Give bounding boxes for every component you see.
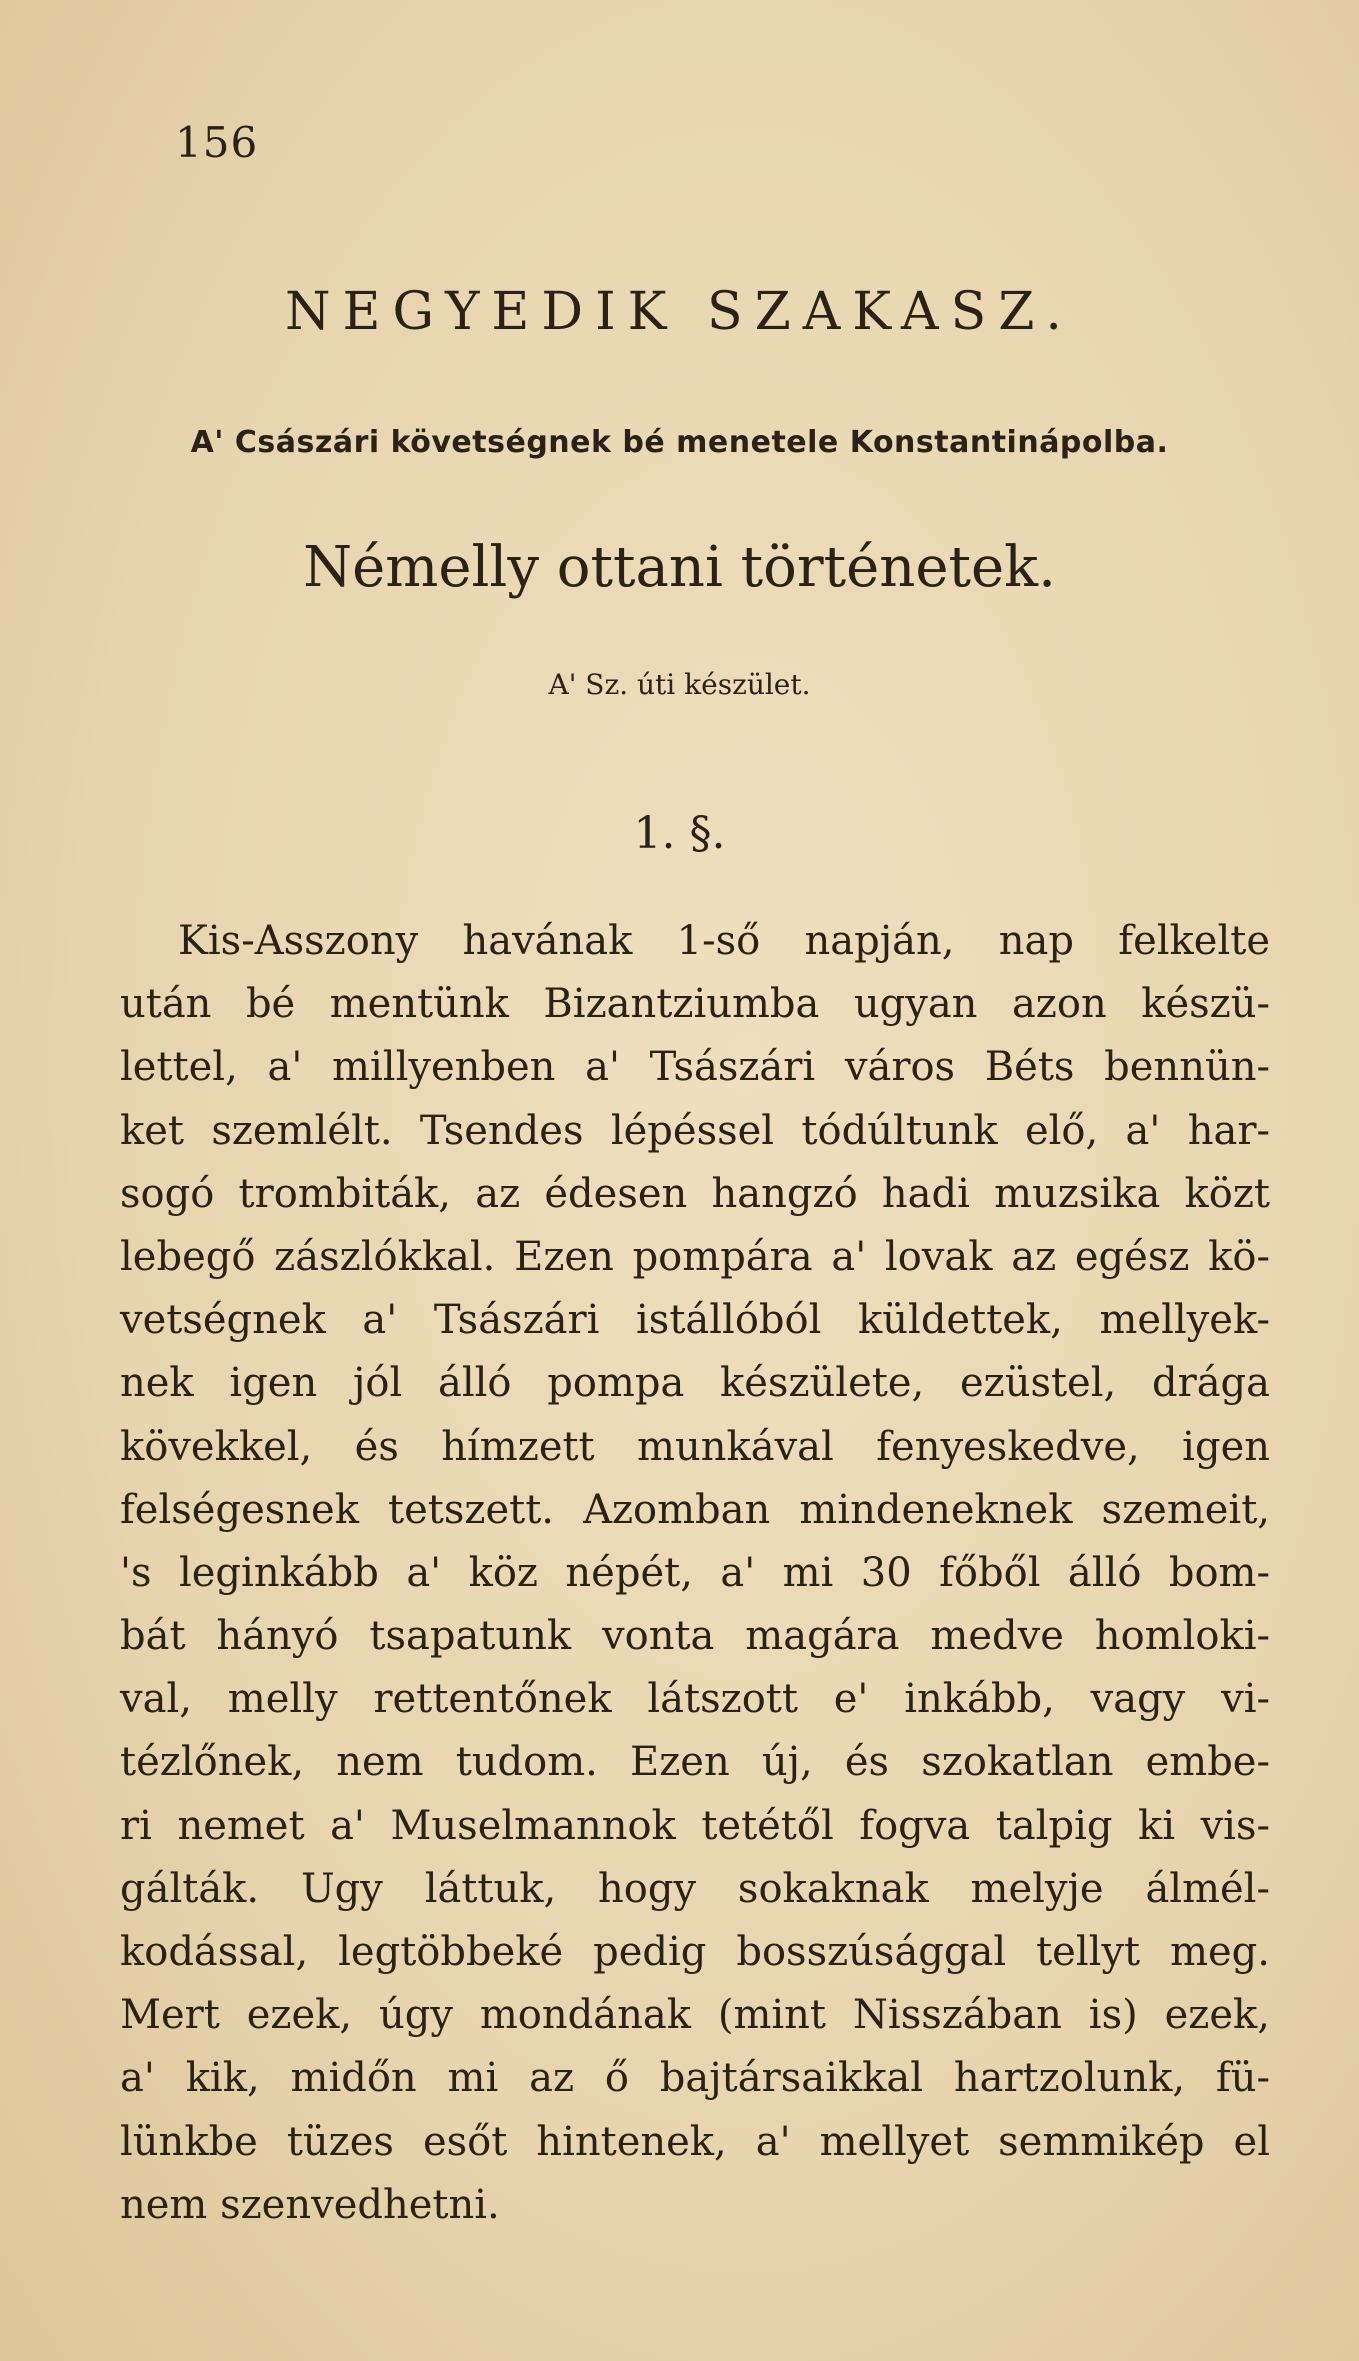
text-line: sogó trombiták, az édesen hangzó hadi muzsika közt: [120, 1170, 1270, 1217]
chapter-subtitle: A' Császári követségnek bé menetele Konstantinápolba.: [190, 425, 1169, 460]
text-line: ri nemet a' Muselmannok tetétől fogva talpig ki vis-: [120, 1802, 1270, 1849]
text-line: bát hányó tsapatunk vonta magára medve homloki-: [120, 1613, 1270, 1660]
text-line: gálták. Ugy láttuk, hogy sokaknak melyje álmél-: [120, 1865, 1270, 1912]
section-title: NEGYEDIK SZAKASZ.: [285, 282, 1074, 342]
text-line: felségesnek tetszett. Azomban mindeneknek szemeit,: [120, 1486, 1270, 1533]
text-line: nem szenvedhetni.: [120, 2181, 500, 2228]
text-line: kodással, legtöbbeké pedig bosszúsággal tellyt meg.: [120, 1929, 1270, 1975]
text-line: nek igen jól álló pompa készülete, ezüstel, drága: [120, 1360, 1270, 1407]
chapter-subheading: A' Sz. úti készület.: [548, 668, 811, 701]
body-text: [120, 910, 1270, 2237]
chapter-heading: Némelly ottani történetek.: [303, 535, 1056, 600]
page-number: 156: [175, 118, 259, 167]
paragraph-number: 1. §.: [633, 808, 726, 859]
text-line: kövekkel, és hímzett munkával fenyeskedve, igen: [120, 1423, 1270, 1470]
text-line: val, melly rettentőnek látszott e' inkább, vagy vi-: [120, 1676, 1270, 1723]
text-line: Mert ezek, úgy mondának (mint Nisszában is) ezek,: [120, 1992, 1270, 2039]
text-line: 's leginkább a' köz népét, a' mi 30 főből álló bom-: [120, 1549, 1270, 1596]
text-line: lebegő zászlókkal. Ezen pompára a' lovak az egész kö-: [120, 1233, 1270, 1280]
text-line: a' kik, midőn mi az ő bajtársaikkal hartzolunk, fü-: [120, 2055, 1270, 2102]
text-line: vetségnek a' Tsászári istállóból küldettek, mellyek-: [120, 1297, 1270, 1344]
text-line: ket szemlélt. Tsendes lépéssel tódúltunk elő, a' har-: [120, 1107, 1270, 1154]
text-line: után bé mentünk Bizantziumba ugyan azon készü-: [120, 981, 1270, 1028]
text-line: Kis-Asszony havának 1-ső napján, nap felkelte: [178, 918, 1270, 964]
text-line: lettel, a' millyenben a' Tsászári város Béts bennün-: [120, 1044, 1270, 1091]
text-line: tézlőnek, nem tudom. Ezen új, és szokatlan embe-: [120, 1739, 1270, 1786]
text-line: lünkbe tüzes esőt hintenek, a' mellyet semmikép el: [120, 2118, 1270, 2165]
